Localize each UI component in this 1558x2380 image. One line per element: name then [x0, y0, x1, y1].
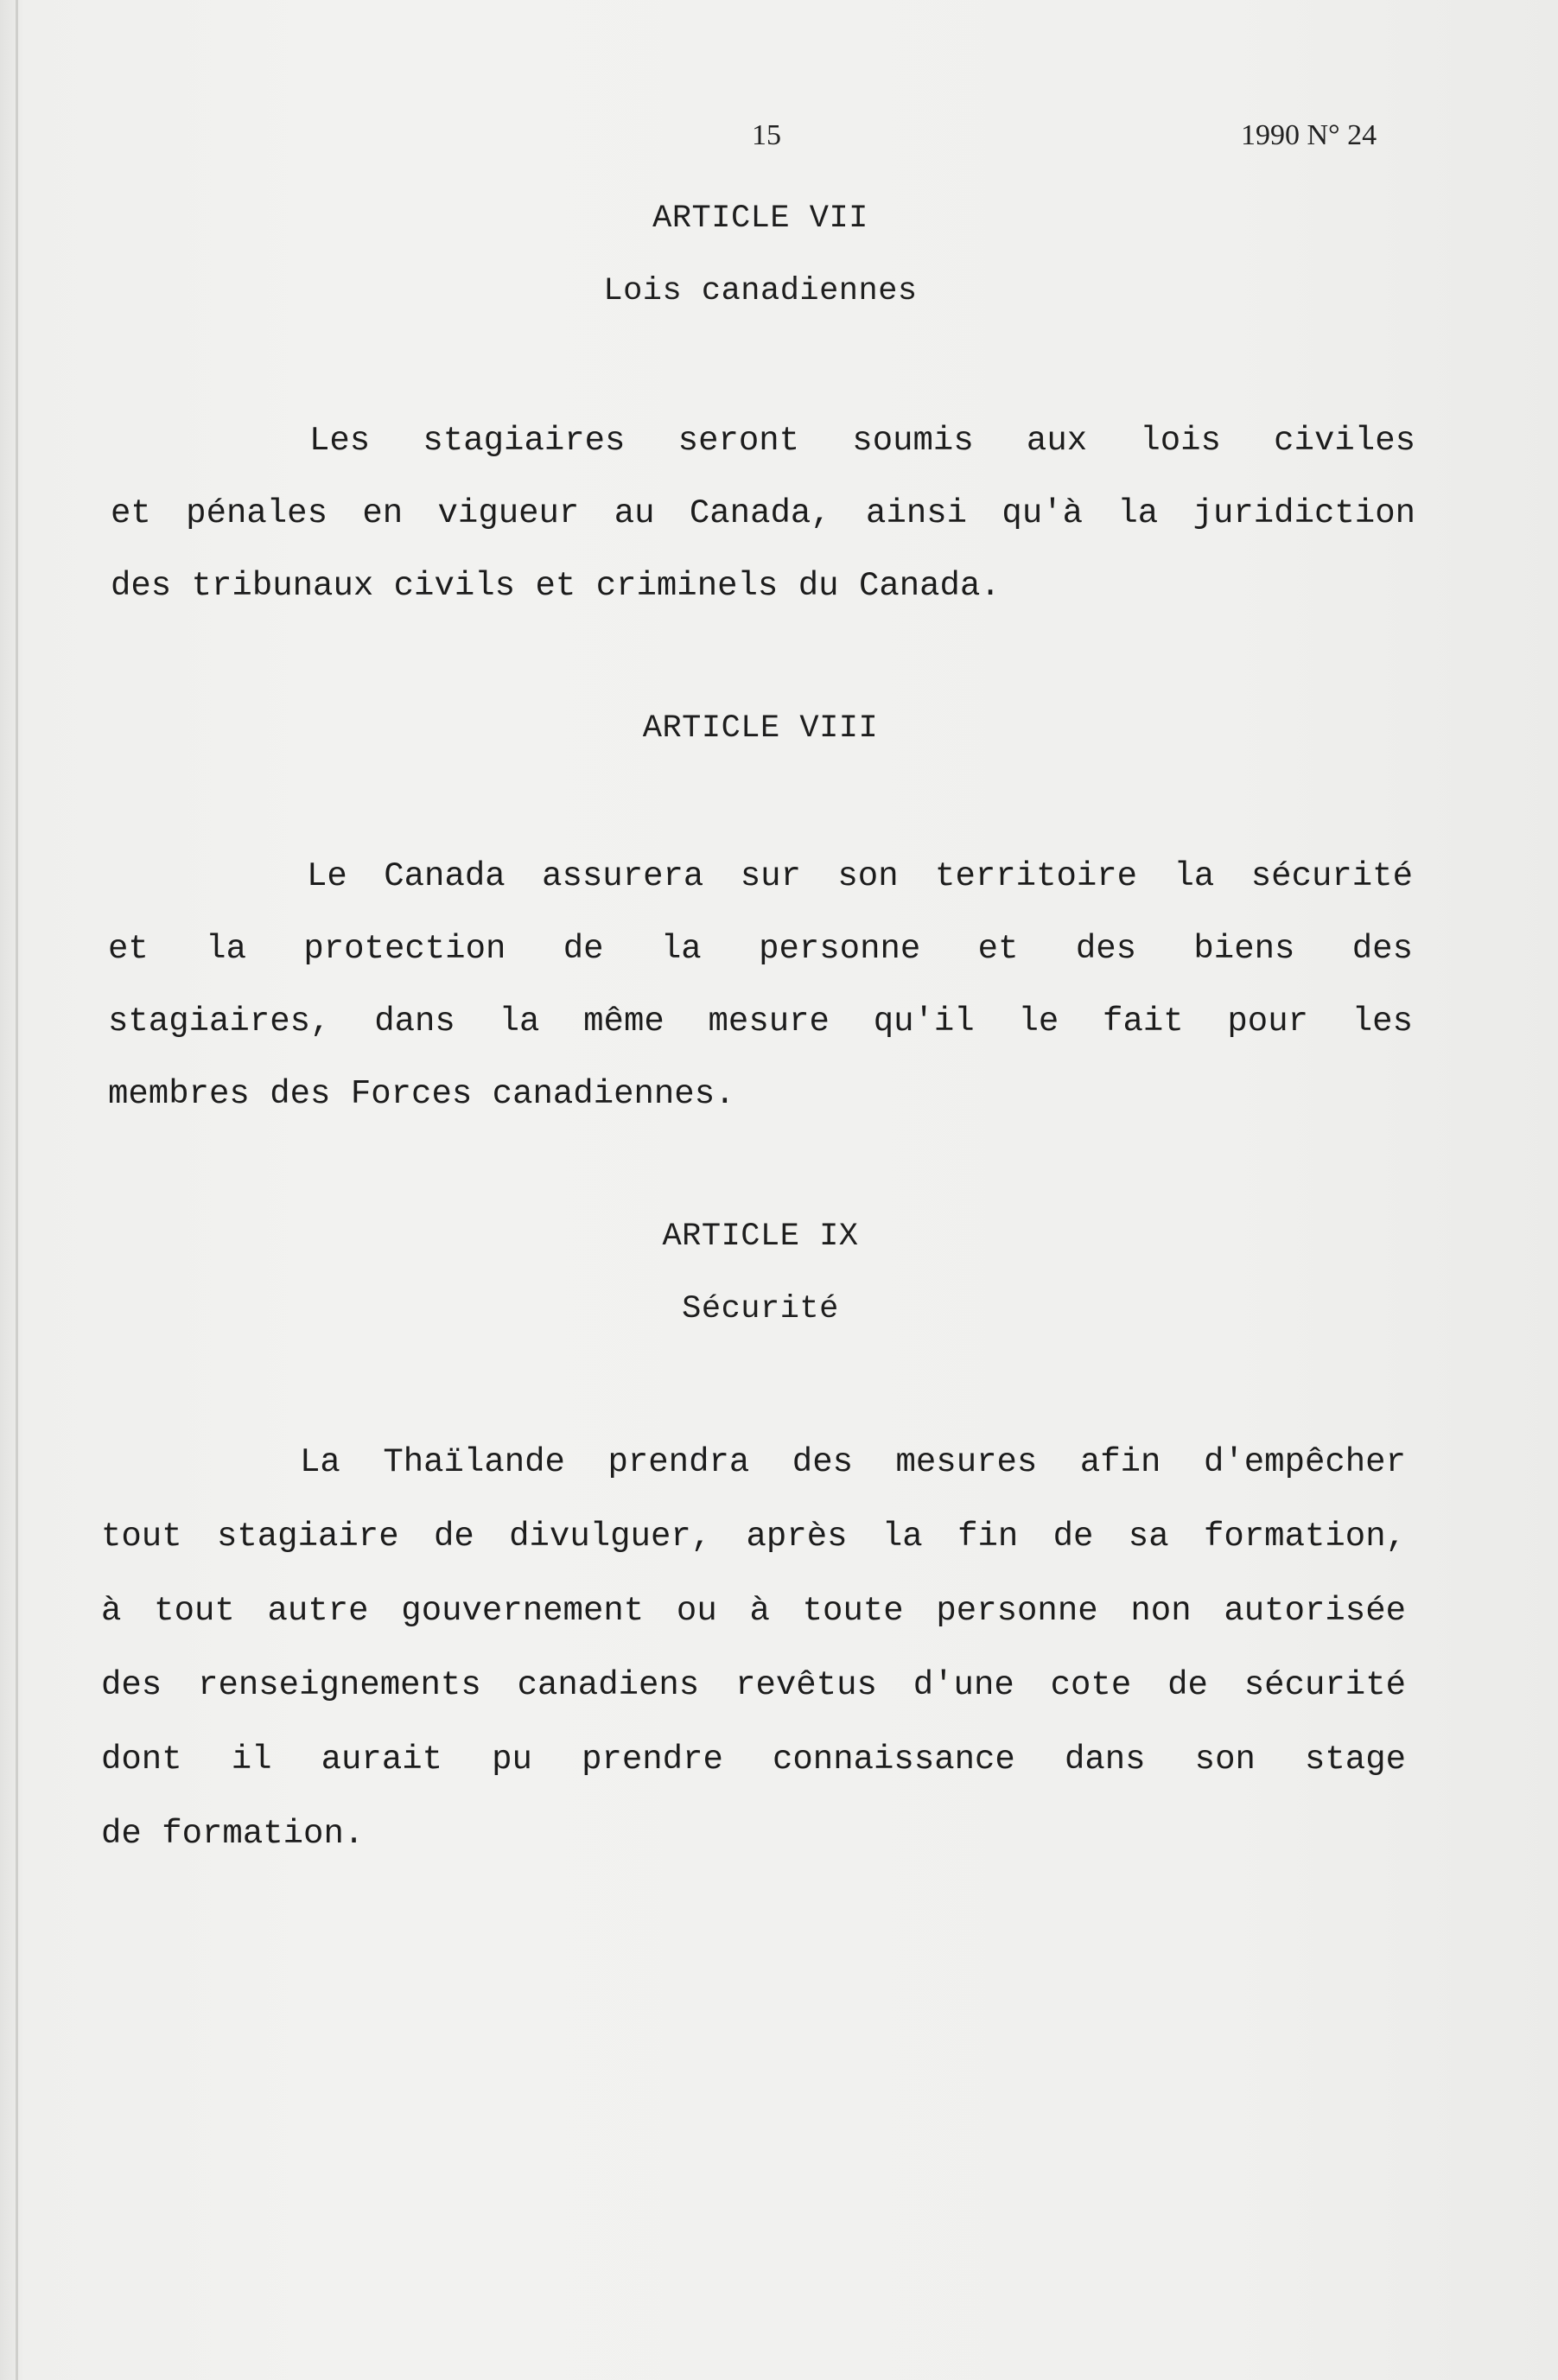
page-edge-shadow [16, 0, 18, 2380]
article-heading: ARTICLE VIII [642, 710, 879, 747]
paragraph-line: Le Canada assurera sur son territoire la sécurité [307, 857, 1413, 895]
article-subheading: Lois canadiennes [603, 273, 918, 309]
article-heading: ARTICLE IX [662, 1219, 859, 1255]
paragraph-line: La Thaïlande prendra des mesures afin d'empêcher [300, 1443, 1406, 1481]
paragraph-line: stagiaires, dans la même mesure qu'il le fait pour les [108, 1002, 1413, 1040]
document-reference: 1990 N° 24 [1241, 119, 1377, 151]
paragraph-line: tout stagiaire de divulguer, après la fin de sa formation, [101, 1518, 1406, 1556]
page-number: 15 [752, 119, 781, 151]
paragraph-line: et la protection de la personne et des biens des [108, 930, 1413, 968]
paragraph-line: membres des Forces canadiennes. [108, 1075, 735, 1113]
paragraph-line: de formation. [101, 1815, 365, 1853]
paragraph-line: et pénales en vigueur au Canada, ainsi qu'à la juridiction [111, 494, 1415, 532]
paragraph-line: des tribunaux civils et criminels du Canada. [111, 567, 1001, 605]
paragraph-line: des renseignements canadiens revêtus d'une cote de sécurité [101, 1666, 1406, 1704]
paragraph-line: à tout autre gouvernement ou à toute personne non autorisée [101, 1592, 1406, 1630]
paragraph-line: dont il aurait pu prendre connaissance dans son stage [101, 1740, 1406, 1779]
paragraph-line: Les stagiaires seront soumis aux lois civiles [309, 422, 1415, 460]
article-subheading: Sécurité [682, 1291, 839, 1327]
article-heading: ARTICLE VII [652, 200, 868, 237]
